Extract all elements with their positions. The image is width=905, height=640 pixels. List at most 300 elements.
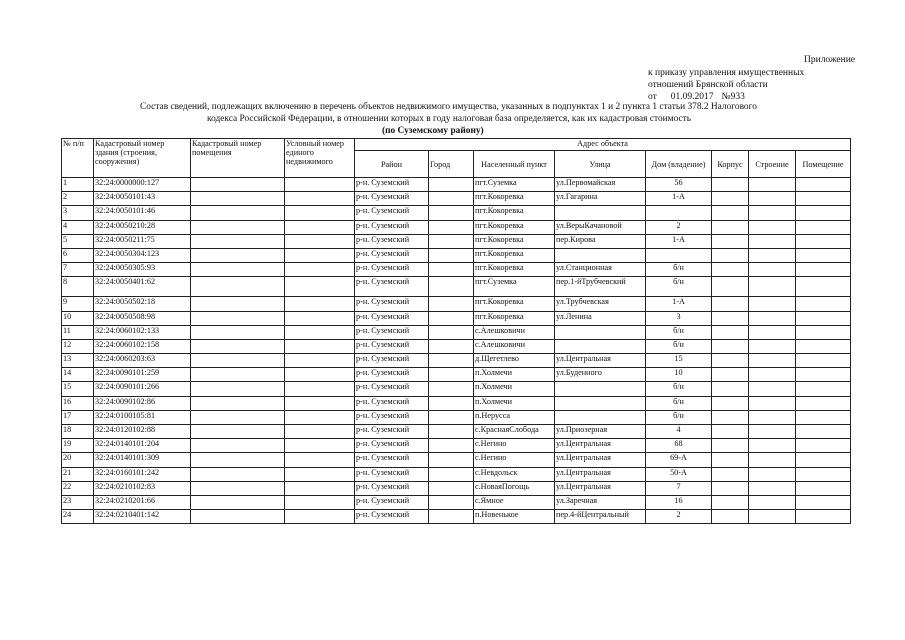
cell-street: ул.Гагарина bbox=[555, 192, 646, 206]
cell-room bbox=[796, 206, 851, 220]
col-header-cadastral-building: Кадастровый номер здания (строения, сооружения) bbox=[94, 139, 191, 178]
order-from: от bbox=[648, 92, 657, 102]
cell-cadastral-building: 32:24:0210102:83 bbox=[94, 481, 191, 495]
document-subtitle: (по Суземскому району) bbox=[382, 126, 484, 136]
cell-street: ул.Центральная bbox=[555, 453, 646, 467]
cell-korpus bbox=[712, 453, 749, 467]
cell-city bbox=[429, 425, 474, 439]
cell-city bbox=[429, 234, 474, 248]
order-line-1: к приказу управления имущественных bbox=[648, 68, 805, 78]
cell-num: 10 bbox=[62, 311, 94, 325]
cell-num: 13 bbox=[62, 354, 94, 368]
cell-house: б/н bbox=[646, 410, 712, 424]
cell-room bbox=[796, 178, 851, 192]
cell-cadastral-building: 32:24:0050101:46 bbox=[94, 206, 191, 220]
cell-settlement: пгт.Кокоревка bbox=[474, 192, 555, 206]
cell-district: р-н. Суземский bbox=[355, 263, 429, 277]
cell-cadastral-room bbox=[191, 467, 285, 481]
cell-cadastral-room bbox=[191, 325, 285, 339]
cell-cadastral-room bbox=[191, 368, 285, 382]
cell-settlement: с.Негино bbox=[474, 453, 555, 467]
cell-num: 6 bbox=[62, 248, 94, 262]
cell-cadastral-building: 32:24:0000000:127 bbox=[94, 178, 191, 192]
cell-cadastral-room bbox=[191, 206, 285, 220]
cell-settlement: пгт.Кокоревка bbox=[474, 297, 555, 311]
cell-num: 17 bbox=[62, 410, 94, 424]
cell-district: р-н. Суземский bbox=[355, 311, 429, 325]
cell-city bbox=[429, 495, 474, 509]
cell-house: 68 bbox=[646, 439, 712, 453]
cell-street: ул.Центральная bbox=[555, 481, 646, 495]
cell-cadastral-room bbox=[191, 495, 285, 509]
cell-num: 3 bbox=[62, 206, 94, 220]
table-row bbox=[62, 368, 851, 382]
cell-room bbox=[796, 354, 851, 368]
cell-settlement: пгт.Кокоревка bbox=[474, 206, 555, 220]
cell-building bbox=[749, 206, 796, 220]
cell-house: б/н bbox=[646, 325, 712, 339]
cell-cadastral-building: 32:24:0060102:158 bbox=[94, 339, 191, 353]
cell-city bbox=[429, 382, 474, 396]
cell-city bbox=[429, 453, 474, 467]
cell-num: 20 bbox=[62, 453, 94, 467]
cell-cadastral-building: 32:24:0100105:81 bbox=[94, 410, 191, 424]
cell-city bbox=[429, 248, 474, 262]
cell-house: б/н bbox=[646, 339, 712, 353]
property-table bbox=[61, 138, 851, 524]
cell-settlement: с.КраснаяСлобода bbox=[474, 425, 555, 439]
cell-building bbox=[749, 467, 796, 481]
cell-num: 14 bbox=[62, 368, 94, 382]
cell-cadastral-building: 32:24:0090101:266 bbox=[94, 382, 191, 396]
cell-city bbox=[429, 311, 474, 325]
cell-conditional-number bbox=[285, 410, 355, 424]
cell-street bbox=[555, 410, 646, 424]
cell-house: 69-А bbox=[646, 453, 712, 467]
cell-conditional-number bbox=[285, 467, 355, 481]
cell-street: ул.Трубчевская bbox=[555, 297, 646, 311]
cell-cadastral-building: 32:24:0140101:309 bbox=[94, 453, 191, 467]
cell-district: р-н. Суземский bbox=[355, 425, 429, 439]
cell-room bbox=[796, 368, 851, 382]
table-row bbox=[62, 396, 851, 410]
cell-num: 24 bbox=[62, 510, 94, 524]
cell-cadastral-building: 32:24:0210201:66 bbox=[94, 495, 191, 509]
cell-street: ул.Ленина bbox=[555, 311, 646, 325]
cell-building bbox=[749, 396, 796, 410]
table-row bbox=[62, 192, 851, 206]
cell-korpus bbox=[712, 311, 749, 325]
cell-building bbox=[749, 263, 796, 277]
cell-district: р-н. Суземский bbox=[355, 396, 429, 410]
cell-house bbox=[646, 248, 712, 262]
cell-room bbox=[796, 263, 851, 277]
cell-conditional-number bbox=[285, 495, 355, 509]
cell-cadastral-building: 32:24:0120102:88 bbox=[94, 425, 191, 439]
cell-district: р-н. Суземский bbox=[355, 297, 429, 311]
appendix-label: Приложение bbox=[804, 55, 855, 65]
cell-room bbox=[796, 277, 851, 297]
cell-district: р-н. Суземский bbox=[355, 481, 429, 495]
cell-cadastral-building: 32:24:0050508:98 bbox=[94, 311, 191, 325]
cell-cadastral-room bbox=[191, 453, 285, 467]
cell-street: пер.Кирова bbox=[555, 234, 646, 248]
cell-house: 2 bbox=[646, 510, 712, 524]
cell-conditional-number bbox=[285, 248, 355, 262]
cell-settlement: пгт.Кокоревка bbox=[474, 234, 555, 248]
cell-city bbox=[429, 439, 474, 453]
cell-korpus bbox=[712, 339, 749, 353]
cell-cadastral-room bbox=[191, 297, 285, 311]
cell-settlement: п.Новенькое bbox=[474, 510, 555, 524]
cell-cadastral-room bbox=[191, 234, 285, 248]
col-header-room: Помещение bbox=[796, 151, 851, 178]
col-header-address: Адрес объекта bbox=[355, 139, 851, 151]
table-row bbox=[62, 277, 851, 297]
cell-house: б/н bbox=[646, 263, 712, 277]
cell-house: б/н bbox=[646, 382, 712, 396]
cell-building bbox=[749, 220, 796, 234]
cell-room bbox=[796, 453, 851, 467]
cell-conditional-number bbox=[285, 453, 355, 467]
cell-city bbox=[429, 178, 474, 192]
cell-house: 1-А bbox=[646, 234, 712, 248]
cell-house: 16 bbox=[646, 495, 712, 509]
cell-cadastral-building: 32:24:0210401:142 bbox=[94, 510, 191, 524]
cell-conditional-number bbox=[285, 192, 355, 206]
cell-conditional-number bbox=[285, 277, 355, 297]
cell-cadastral-building: 32:24:0090101:259 bbox=[94, 368, 191, 382]
cell-num: 16 bbox=[62, 396, 94, 410]
cell-cadastral-building: 32:24:0060203:63 bbox=[94, 354, 191, 368]
col-header-city: Город bbox=[429, 151, 474, 178]
cell-conditional-number bbox=[285, 325, 355, 339]
cell-street bbox=[555, 396, 646, 410]
cell-num: 22 bbox=[62, 481, 94, 495]
cell-conditional-number bbox=[285, 178, 355, 192]
cell-korpus bbox=[712, 178, 749, 192]
table-row bbox=[62, 410, 851, 424]
col-header-district: Район bbox=[355, 151, 429, 178]
cell-settlement: пгт.Кокоревка bbox=[474, 248, 555, 262]
cell-city bbox=[429, 396, 474, 410]
table-row bbox=[62, 297, 851, 311]
cell-district: р-н. Суземский bbox=[355, 248, 429, 262]
cell-house: 15 bbox=[646, 354, 712, 368]
cell-street: пер.1-йТрубчевский bbox=[555, 277, 646, 297]
cell-building bbox=[749, 248, 796, 262]
document-title-line-2: кодекса Российской Федерации, в отношении которых в году налоговая база определяется, как их кадастровая стоимость bbox=[207, 114, 692, 124]
cell-city bbox=[429, 220, 474, 234]
cell-cadastral-room bbox=[191, 220, 285, 234]
cell-building bbox=[749, 354, 796, 368]
cell-cadastral-room bbox=[191, 439, 285, 453]
cell-cadastral-room bbox=[191, 277, 285, 297]
cell-cadastral-building: 32:24:0050401:62 bbox=[94, 277, 191, 297]
cell-conditional-number bbox=[285, 368, 355, 382]
cell-house: 1-А bbox=[646, 297, 712, 311]
cell-korpus bbox=[712, 467, 749, 481]
cell-house: 4 bbox=[646, 425, 712, 439]
cell-korpus bbox=[712, 425, 749, 439]
cell-cadastral-building: 32:24:0050210:28 bbox=[94, 220, 191, 234]
cell-city bbox=[429, 467, 474, 481]
cell-building bbox=[749, 178, 796, 192]
cell-conditional-number bbox=[285, 311, 355, 325]
cell-house: 2 bbox=[646, 220, 712, 234]
cell-building bbox=[749, 481, 796, 495]
cell-conditional-number bbox=[285, 481, 355, 495]
cell-cadastral-building: 32:24:0050502:18 bbox=[94, 297, 191, 311]
cell-korpus bbox=[712, 368, 749, 382]
cell-conditional-number bbox=[285, 339, 355, 353]
order-number: №933 bbox=[721, 92, 745, 102]
table-row bbox=[62, 495, 851, 509]
cell-cadastral-building: 32:24:0050304:123 bbox=[94, 248, 191, 262]
cell-korpus bbox=[712, 277, 749, 297]
cell-house: 10 bbox=[646, 368, 712, 382]
cell-building bbox=[749, 339, 796, 353]
cell-num: 15 bbox=[62, 382, 94, 396]
cell-street: ул.ВерыКачановой bbox=[555, 220, 646, 234]
cell-korpus bbox=[712, 206, 749, 220]
cell-cadastral-building: 32:24:0050305:93 bbox=[94, 263, 191, 277]
cell-street: ул.Заречная bbox=[555, 495, 646, 509]
cell-cadastral-room bbox=[191, 311, 285, 325]
cell-cadastral-building: 32:24:0090102:86 bbox=[94, 396, 191, 410]
table-row bbox=[62, 220, 851, 234]
cell-num: 2 bbox=[62, 192, 94, 206]
cell-district: р-н. Суземский bbox=[355, 192, 429, 206]
cell-settlement: п.Холмечи bbox=[474, 396, 555, 410]
cell-conditional-number bbox=[285, 234, 355, 248]
cell-room bbox=[796, 425, 851, 439]
cell-house bbox=[646, 206, 712, 220]
cell-city bbox=[429, 354, 474, 368]
cell-district: р-н. Суземский bbox=[355, 467, 429, 481]
cell-settlement: с.НоваяПогощь bbox=[474, 481, 555, 495]
cell-num: 18 bbox=[62, 425, 94, 439]
cell-conditional-number bbox=[285, 439, 355, 453]
cell-settlement: д.Щегетлево bbox=[474, 354, 555, 368]
cell-street bbox=[555, 206, 646, 220]
cell-korpus bbox=[712, 410, 749, 424]
cell-street bbox=[555, 382, 646, 396]
cell-district: р-н. Суземский bbox=[355, 339, 429, 353]
cell-conditional-number bbox=[285, 425, 355, 439]
cell-korpus bbox=[712, 481, 749, 495]
table-row bbox=[62, 467, 851, 481]
cell-conditional-number bbox=[285, 354, 355, 368]
cell-settlement: с.Алешковичи bbox=[474, 339, 555, 353]
cell-district: р-н. Суземский bbox=[355, 206, 429, 220]
cell-district: р-н. Суземский bbox=[355, 495, 429, 509]
cell-district: р-н. Суземский bbox=[355, 234, 429, 248]
cell-cadastral-building: 32:24:0160101:242 bbox=[94, 467, 191, 481]
cell-city bbox=[429, 368, 474, 382]
cell-city bbox=[429, 410, 474, 424]
cell-korpus bbox=[712, 263, 749, 277]
cell-street: ул.Центральная bbox=[555, 467, 646, 481]
cell-room bbox=[796, 382, 851, 396]
cell-building bbox=[749, 234, 796, 248]
cell-room bbox=[796, 410, 851, 424]
cell-house: 3 bbox=[646, 311, 712, 325]
cell-room bbox=[796, 510, 851, 524]
table-row bbox=[62, 248, 851, 262]
cell-building bbox=[749, 311, 796, 325]
cell-settlement: с.Алешковичи bbox=[474, 325, 555, 339]
table-row bbox=[62, 178, 851, 192]
cell-korpus bbox=[712, 495, 749, 509]
cell-city bbox=[429, 325, 474, 339]
cell-district: р-н. Суземский bbox=[355, 410, 429, 424]
document-title-line-1: Состав сведений, подлежащих включению в перечень объектов недвижимого имущества, указанных в подпунктах 1 и 2 пункта 1 статьи 378.2 Налогового bbox=[140, 102, 757, 112]
cell-room bbox=[796, 325, 851, 339]
cell-house: б/н bbox=[646, 396, 712, 410]
cell-city bbox=[429, 277, 474, 297]
cell-street bbox=[555, 339, 646, 353]
table-row bbox=[62, 206, 851, 220]
cell-building bbox=[749, 277, 796, 297]
cell-cadastral-room bbox=[191, 481, 285, 495]
col-header-settlement: Населенный пункт bbox=[474, 151, 555, 178]
cell-cadastral-room bbox=[191, 396, 285, 410]
cell-district: р-н. Суземский bbox=[355, 368, 429, 382]
cell-city bbox=[429, 339, 474, 353]
cell-korpus bbox=[712, 382, 749, 396]
cell-num: 9 bbox=[62, 297, 94, 311]
cell-street bbox=[555, 325, 646, 339]
cell-house: 56 bbox=[646, 178, 712, 192]
cell-city bbox=[429, 481, 474, 495]
cell-cadastral-room bbox=[191, 178, 285, 192]
cell-building bbox=[749, 410, 796, 424]
cell-korpus bbox=[712, 297, 749, 311]
cell-settlement: с.Невдольск bbox=[474, 467, 555, 481]
cell-street: пер.4-йЦентральный bbox=[555, 510, 646, 524]
cell-house: 50-А bbox=[646, 467, 712, 481]
cell-room bbox=[796, 481, 851, 495]
cell-num: 4 bbox=[62, 220, 94, 234]
cell-conditional-number bbox=[285, 297, 355, 311]
cell-district: р-н. Суземский bbox=[355, 178, 429, 192]
cell-cadastral-room bbox=[191, 354, 285, 368]
cell-district: р-н. Суземский bbox=[355, 439, 429, 453]
cell-street: ул.Центральная bbox=[555, 439, 646, 453]
cell-korpus bbox=[712, 234, 749, 248]
cell-room bbox=[796, 495, 851, 509]
cell-room bbox=[796, 220, 851, 234]
order-date: 01.09.2017 bbox=[670, 92, 714, 102]
cell-city bbox=[429, 206, 474, 220]
cell-settlement: п.Холмечи bbox=[474, 382, 555, 396]
table-row bbox=[62, 439, 851, 453]
col-header-house: Дом (владение) bbox=[646, 151, 712, 178]
col-header-cadastral-room: Кадастровый номер помещения bbox=[191, 139, 285, 178]
cell-settlement: п.Нерусса bbox=[474, 410, 555, 424]
cell-settlement: пгт.Кокоревка bbox=[474, 263, 555, 277]
cell-building bbox=[749, 192, 796, 206]
table-row bbox=[62, 354, 851, 368]
cell-num: 11 bbox=[62, 325, 94, 339]
table-row bbox=[62, 453, 851, 467]
cell-district: р-н. Суземский bbox=[355, 453, 429, 467]
col-header-korpus: Корпус bbox=[712, 151, 749, 178]
cell-settlement: пгт.Кокоревка bbox=[474, 220, 555, 234]
cell-district: р-н. Суземский bbox=[355, 277, 429, 297]
table-row bbox=[62, 510, 851, 524]
cell-cadastral-building: 32:24:0050101:43 bbox=[94, 192, 191, 206]
cell-room bbox=[796, 248, 851, 262]
table-row bbox=[62, 263, 851, 277]
cell-street: ул.Центральная bbox=[555, 354, 646, 368]
cell-city bbox=[429, 297, 474, 311]
cell-cadastral-room bbox=[191, 425, 285, 439]
cell-building bbox=[749, 382, 796, 396]
cell-room bbox=[796, 467, 851, 481]
cell-building bbox=[749, 297, 796, 311]
cell-district: р-н. Суземский bbox=[355, 325, 429, 339]
cell-house: 7 bbox=[646, 481, 712, 495]
cell-conditional-number bbox=[285, 263, 355, 277]
cell-cadastral-room bbox=[191, 510, 285, 524]
cell-city bbox=[429, 510, 474, 524]
cell-cadastral-building: 32:24:0060102:133 bbox=[94, 325, 191, 339]
cell-num: 12 bbox=[62, 339, 94, 353]
cell-district: р-н. Суземский bbox=[355, 354, 429, 368]
cell-street: ул.Приозерная bbox=[555, 425, 646, 439]
cell-korpus bbox=[712, 510, 749, 524]
cell-settlement: пгт.Суземка bbox=[474, 178, 555, 192]
cell-room bbox=[796, 439, 851, 453]
cell-num: 5 bbox=[62, 234, 94, 248]
cell-conditional-number bbox=[285, 510, 355, 524]
cell-conditional-number bbox=[285, 206, 355, 220]
cell-street: ул.Станционная bbox=[555, 263, 646, 277]
table-row bbox=[62, 339, 851, 353]
cell-num: 21 bbox=[62, 467, 94, 481]
table-row bbox=[62, 382, 851, 396]
cell-settlement: п.Холмечи bbox=[474, 368, 555, 382]
cell-room bbox=[796, 339, 851, 353]
cell-conditional-number bbox=[285, 396, 355, 410]
col-header-street: Улица bbox=[555, 151, 646, 178]
cell-house: б/н bbox=[646, 277, 712, 297]
cell-settlement: с.Негино bbox=[474, 439, 555, 453]
cell-building bbox=[749, 425, 796, 439]
cell-city bbox=[429, 192, 474, 206]
cell-city bbox=[429, 263, 474, 277]
cell-korpus bbox=[712, 220, 749, 234]
cell-cadastral-room bbox=[191, 382, 285, 396]
table-row bbox=[62, 425, 851, 439]
cell-conditional-number bbox=[285, 220, 355, 234]
cell-district: р-н. Суземский bbox=[355, 220, 429, 234]
cell-korpus bbox=[712, 248, 749, 262]
cell-building bbox=[749, 453, 796, 467]
cell-settlement: с.Ямное bbox=[474, 495, 555, 509]
cell-building bbox=[749, 368, 796, 382]
cell-room bbox=[796, 192, 851, 206]
table-row bbox=[62, 234, 851, 248]
cell-room bbox=[796, 311, 851, 325]
cell-conditional-number bbox=[285, 382, 355, 396]
cell-num: 8 bbox=[62, 277, 94, 297]
cell-street bbox=[555, 248, 646, 262]
col-header-conditional-number: Условный номер единого недвижимого bbox=[285, 139, 355, 178]
cell-cadastral-building: 32:24:0140101:204 bbox=[94, 439, 191, 453]
